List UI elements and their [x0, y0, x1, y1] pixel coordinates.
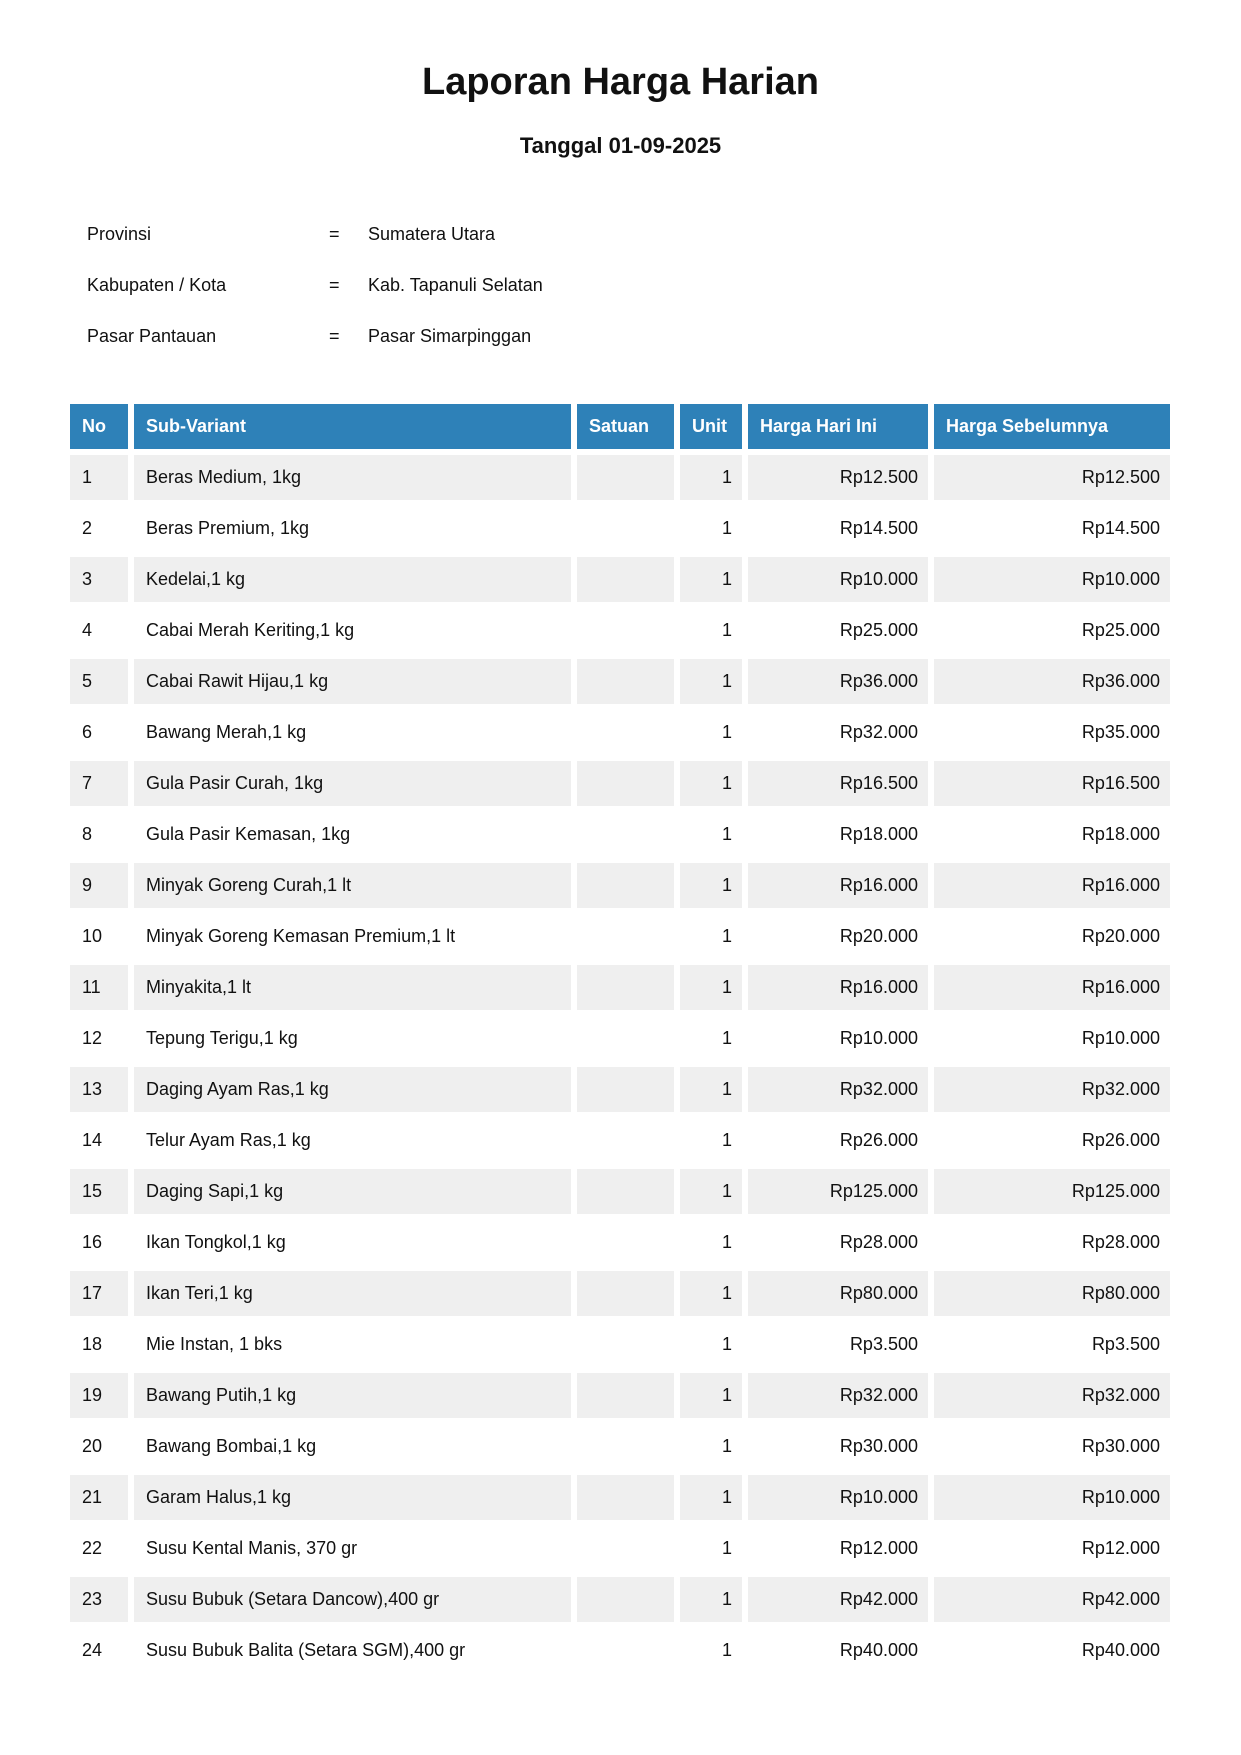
cell-unit: 1	[680, 1067, 742, 1112]
cell-sub-variant: Susu Bubuk Balita (Setara SGM),400 gr	[134, 1628, 571, 1673]
column-header-harga-sebelumnya: Harga Sebelumnya	[934, 404, 1170, 449]
meta-equals-sign: =	[329, 326, 340, 346]
cell-unit: 1	[680, 965, 742, 1010]
cell-no: 17	[70, 1271, 128, 1316]
cell-satuan	[577, 1475, 674, 1520]
cell-harga-hari-ini: Rp10.000	[748, 1016, 928, 1061]
cell-sub-variant: Bawang Bombai,1 kg	[134, 1424, 571, 1469]
cell-harga-sebelumnya: Rp80.000	[934, 1271, 1170, 1316]
cell-no: 12	[70, 1016, 128, 1061]
cell-unit: 1	[680, 659, 742, 704]
price-table-header	[70, 404, 1170, 449]
cell-harga-hari-ini: Rp42.000	[748, 1577, 928, 1622]
cell-sub-variant: Mie Instan, 1 bks	[134, 1322, 571, 1367]
cell-harga-hari-ini: Rp32.000	[748, 710, 928, 755]
table-row	[70, 965, 1170, 1010]
meta-row-pasar-pantauan	[87, 327, 1241, 345]
cell-no: 15	[70, 1169, 128, 1214]
cell-sub-variant: Gula Pasir Kemasan, 1kg	[134, 812, 571, 857]
cell-harga-sebelumnya: Rp25.000	[934, 608, 1170, 653]
cell-sub-variant: Susu Bubuk (Setara Dancow),400 gr	[134, 1577, 571, 1622]
cell-satuan	[577, 1118, 674, 1163]
cell-harga-sebelumnya: Rp42.000	[934, 1577, 1170, 1622]
cell-no: 24	[70, 1628, 128, 1673]
cell-satuan	[577, 557, 674, 602]
meta-row-provinsi	[87, 225, 1241, 243]
cell-satuan	[577, 659, 674, 704]
cell-satuan	[577, 965, 674, 1010]
cell-unit: 1	[680, 1169, 742, 1214]
cell-unit: 1	[680, 1577, 742, 1622]
cell-harga-sebelumnya: Rp16.000	[934, 965, 1170, 1010]
cell-no: 10	[70, 914, 128, 959]
cell-satuan	[577, 1322, 674, 1367]
cell-harga-hari-ini: Rp26.000	[748, 1118, 928, 1163]
cell-harga-hari-ini: Rp80.000	[748, 1271, 928, 1316]
cell-harga-hari-ini: Rp10.000	[748, 557, 928, 602]
table-row	[70, 1526, 1170, 1571]
cell-harga-hari-ini: Rp36.000	[748, 659, 928, 704]
cell-harga-hari-ini: Rp10.000	[748, 1475, 928, 1520]
cell-no: 19	[70, 1373, 128, 1418]
cell-harga-hari-ini: Rp16.000	[748, 965, 928, 1010]
cell-unit: 1	[680, 1271, 742, 1316]
cell-no: 11	[70, 965, 128, 1010]
cell-sub-variant: Bawang Putih,1 kg	[134, 1373, 571, 1418]
cell-harga-sebelumnya: Rp16.500	[934, 761, 1170, 806]
cell-sub-variant: Minyak Goreng Curah,1 lt	[134, 863, 571, 908]
report-title: Laporan Harga Harian	[422, 61, 819, 103]
cell-sub-variant: Garam Halus,1 kg	[134, 1475, 571, 1520]
meta-label-provinsi: Provinsi	[87, 224, 152, 244]
cell-no: 3	[70, 557, 128, 602]
table-row	[70, 1628, 1170, 1673]
table-row	[70, 1067, 1170, 1112]
cell-harga-hari-ini: Rp32.000	[748, 1373, 928, 1418]
cell-harga-hari-ini: Rp3.500	[748, 1322, 928, 1367]
table-row	[70, 1220, 1170, 1265]
table-row	[70, 1271, 1170, 1316]
cell-harga-hari-ini: Rp32.000	[748, 1067, 928, 1112]
table-row	[70, 1373, 1170, 1418]
table-row	[70, 557, 1170, 602]
cell-harga-hari-ini: Rp20.000	[748, 914, 928, 959]
cell-unit: 1	[680, 1526, 742, 1571]
cell-satuan	[577, 863, 674, 908]
cell-unit: 1	[680, 1373, 742, 1418]
cell-unit: 1	[680, 1628, 742, 1673]
cell-harga-sebelumnya: Rp10.000	[934, 557, 1170, 602]
table-row	[70, 863, 1170, 908]
cell-harga-sebelumnya: Rp26.000	[934, 1118, 1170, 1163]
cell-sub-variant: Daging Ayam Ras,1 kg	[134, 1067, 571, 1112]
cell-satuan	[577, 812, 674, 857]
cell-unit: 1	[680, 761, 742, 806]
cell-harga-sebelumnya: Rp40.000	[934, 1628, 1170, 1673]
cell-harga-sebelumnya: Rp18.000	[934, 812, 1170, 857]
cell-unit: 1	[680, 1322, 742, 1367]
cell-unit: 1	[680, 455, 742, 500]
cell-no: 2	[70, 506, 128, 551]
cell-unit: 1	[680, 1220, 742, 1265]
cell-no: 22	[70, 1526, 128, 1571]
table-row	[70, 608, 1170, 653]
cell-satuan	[577, 608, 674, 653]
cell-unit: 1	[680, 506, 742, 551]
cell-harga-hari-ini: Rp16.000	[748, 863, 928, 908]
cell-no: 1	[70, 455, 128, 500]
cell-sub-variant: Minyakita,1 lt	[134, 965, 571, 1010]
table-row	[70, 1118, 1170, 1163]
column-header-sub-variant: Sub-Variant	[134, 404, 571, 449]
cell-harga-hari-ini: Rp28.000	[748, 1220, 928, 1265]
cell-unit: 1	[680, 914, 742, 959]
meta-value-pasar-pantauan: Pasar Simarpinggan	[368, 326, 532, 346]
cell-satuan	[577, 1220, 674, 1265]
cell-sub-variant: Beras Medium, 1kg	[134, 455, 571, 500]
cell-harga-sebelumnya: Rp20.000	[934, 914, 1170, 959]
price-table-body	[70, 455, 1170, 1673]
cell-sub-variant: Bawang Merah,1 kg	[134, 710, 571, 755]
price-table	[64, 398, 1176, 1679]
meta-label-pasar-pantauan: Pasar Pantauan	[87, 326, 217, 346]
cell-unit: 1	[680, 812, 742, 857]
cell-satuan	[577, 1271, 674, 1316]
meta-equals-sign: =	[329, 275, 340, 295]
cell-harga-hari-ini: Rp16.500	[748, 761, 928, 806]
cell-satuan	[577, 710, 674, 755]
cell-sub-variant: Gula Pasir Curah, 1kg	[134, 761, 571, 806]
cell-no: 9	[70, 863, 128, 908]
column-header-satuan: Satuan	[577, 404, 674, 449]
cell-harga-sebelumnya: Rp32.000	[934, 1067, 1170, 1112]
cell-no: 4	[70, 608, 128, 653]
table-row	[70, 761, 1170, 806]
cell-harga-hari-ini: Rp12.500	[748, 455, 928, 500]
cell-harga-sebelumnya: Rp28.000	[934, 1220, 1170, 1265]
cell-harga-sebelumnya: Rp3.500	[934, 1322, 1170, 1367]
cell-harga-sebelumnya: Rp36.000	[934, 659, 1170, 704]
cell-satuan	[577, 761, 674, 806]
cell-satuan	[577, 1526, 674, 1571]
cell-unit: 1	[680, 1424, 742, 1469]
cell-sub-variant: Daging Sapi,1 kg	[134, 1169, 571, 1214]
table-row	[70, 1322, 1170, 1367]
cell-sub-variant: Ikan Teri,1 kg	[134, 1271, 571, 1316]
table-row	[70, 659, 1170, 704]
cell-harga-hari-ini: Rp12.000	[748, 1526, 928, 1571]
meta-equals-sign: =	[329, 224, 340, 244]
cell-satuan	[577, 1067, 674, 1112]
cell-unit: 1	[680, 1475, 742, 1520]
cell-harga-sebelumnya: Rp14.500	[934, 506, 1170, 551]
cell-satuan	[577, 914, 674, 959]
cell-harga-hari-ini: Rp14.500	[748, 506, 928, 551]
cell-sub-variant: Telur Ayam Ras,1 kg	[134, 1118, 571, 1163]
cell-satuan	[577, 1169, 674, 1214]
cell-satuan	[577, 1016, 674, 1061]
cell-unit: 1	[680, 608, 742, 653]
column-header-unit: Unit	[680, 404, 742, 449]
cell-unit: 1	[680, 557, 742, 602]
cell-no: 21	[70, 1475, 128, 1520]
cell-harga-hari-ini: Rp40.000	[748, 1628, 928, 1673]
cell-sub-variant: Kedelai,1 kg	[134, 557, 571, 602]
cell-harga-sebelumnya: Rp10.000	[934, 1475, 1170, 1520]
cell-unit: 1	[680, 1016, 742, 1061]
cell-satuan	[577, 1628, 674, 1673]
cell-no: 16	[70, 1220, 128, 1265]
cell-no: 23	[70, 1577, 128, 1622]
cell-harga-sebelumnya: Rp35.000	[934, 710, 1170, 755]
cell-harga-sebelumnya: Rp12.500	[934, 455, 1170, 500]
table-row	[70, 812, 1170, 857]
report-subtitle: Tanggal 01-09-2025	[519, 133, 722, 158]
cell-sub-variant: Beras Premium, 1kg	[134, 506, 571, 551]
cell-harga-sebelumnya: Rp16.000	[934, 863, 1170, 908]
cell-satuan	[577, 455, 674, 500]
cell-satuan	[577, 1424, 674, 1469]
cell-unit: 1	[680, 1118, 742, 1163]
table-row	[70, 1169, 1170, 1214]
meta-value-kabupaten-kota: Kab. Tapanuli Selatan	[368, 275, 543, 295]
column-header-no: No	[70, 404, 128, 449]
cell-no: 8	[70, 812, 128, 857]
cell-harga-hari-ini: Rp25.000	[748, 608, 928, 653]
cell-satuan	[577, 1373, 674, 1418]
meta-row-kabupaten-kota	[87, 276, 1241, 294]
meta-section	[87, 225, 1241, 345]
cell-harga-hari-ini: Rp125.000	[748, 1169, 928, 1214]
table-row	[70, 1577, 1170, 1622]
table-row	[70, 506, 1170, 551]
cell-harga-sebelumnya: Rp10.000	[934, 1016, 1170, 1061]
cell-sub-variant: Cabai Merah Keriting,1 kg	[134, 608, 571, 653]
cell-harga-hari-ini: Rp30.000	[748, 1424, 928, 1469]
cell-satuan	[577, 506, 674, 551]
cell-no: 6	[70, 710, 128, 755]
column-header-harga-hari-ini: Harga Hari Ini	[748, 404, 928, 449]
cell-no: 18	[70, 1322, 128, 1367]
cell-unit: 1	[680, 863, 742, 908]
cell-no: 20	[70, 1424, 128, 1469]
table-row	[70, 710, 1170, 755]
cell-no: 14	[70, 1118, 128, 1163]
cell-harga-sebelumnya: Rp30.000	[934, 1424, 1170, 1469]
table-row	[70, 1475, 1170, 1520]
cell-sub-variant: Tepung Terigu,1 kg	[134, 1016, 571, 1061]
cell-harga-hari-ini: Rp18.000	[748, 812, 928, 857]
cell-no: 5	[70, 659, 128, 704]
cell-harga-sebelumnya: Rp32.000	[934, 1373, 1170, 1418]
table-row	[70, 914, 1170, 959]
cell-harga-sebelumnya: Rp12.000	[934, 1526, 1170, 1571]
table-row	[70, 1016, 1170, 1061]
meta-label-kabupaten-kota: Kabupaten / Kota	[87, 275, 227, 295]
table-row	[70, 1424, 1170, 1469]
cell-sub-variant: Susu Kental Manis, 370 gr	[134, 1526, 571, 1571]
table-row	[70, 455, 1170, 500]
cell-no: 13	[70, 1067, 128, 1112]
cell-sub-variant: Minyak Goreng Kemasan Premium,1 lt	[134, 914, 571, 959]
cell-harga-sebelumnya: Rp125.000	[934, 1169, 1170, 1214]
cell-sub-variant: Cabai Rawit Hijau,1 kg	[134, 659, 571, 704]
cell-no: 7	[70, 761, 128, 806]
cell-unit: 1	[680, 710, 742, 755]
meta-value-provinsi: Sumatera Utara	[368, 224, 496, 244]
cell-satuan	[577, 1577, 674, 1622]
header-row	[70, 404, 1170, 449]
cell-sub-variant: Ikan Tongkol,1 kg	[134, 1220, 571, 1265]
